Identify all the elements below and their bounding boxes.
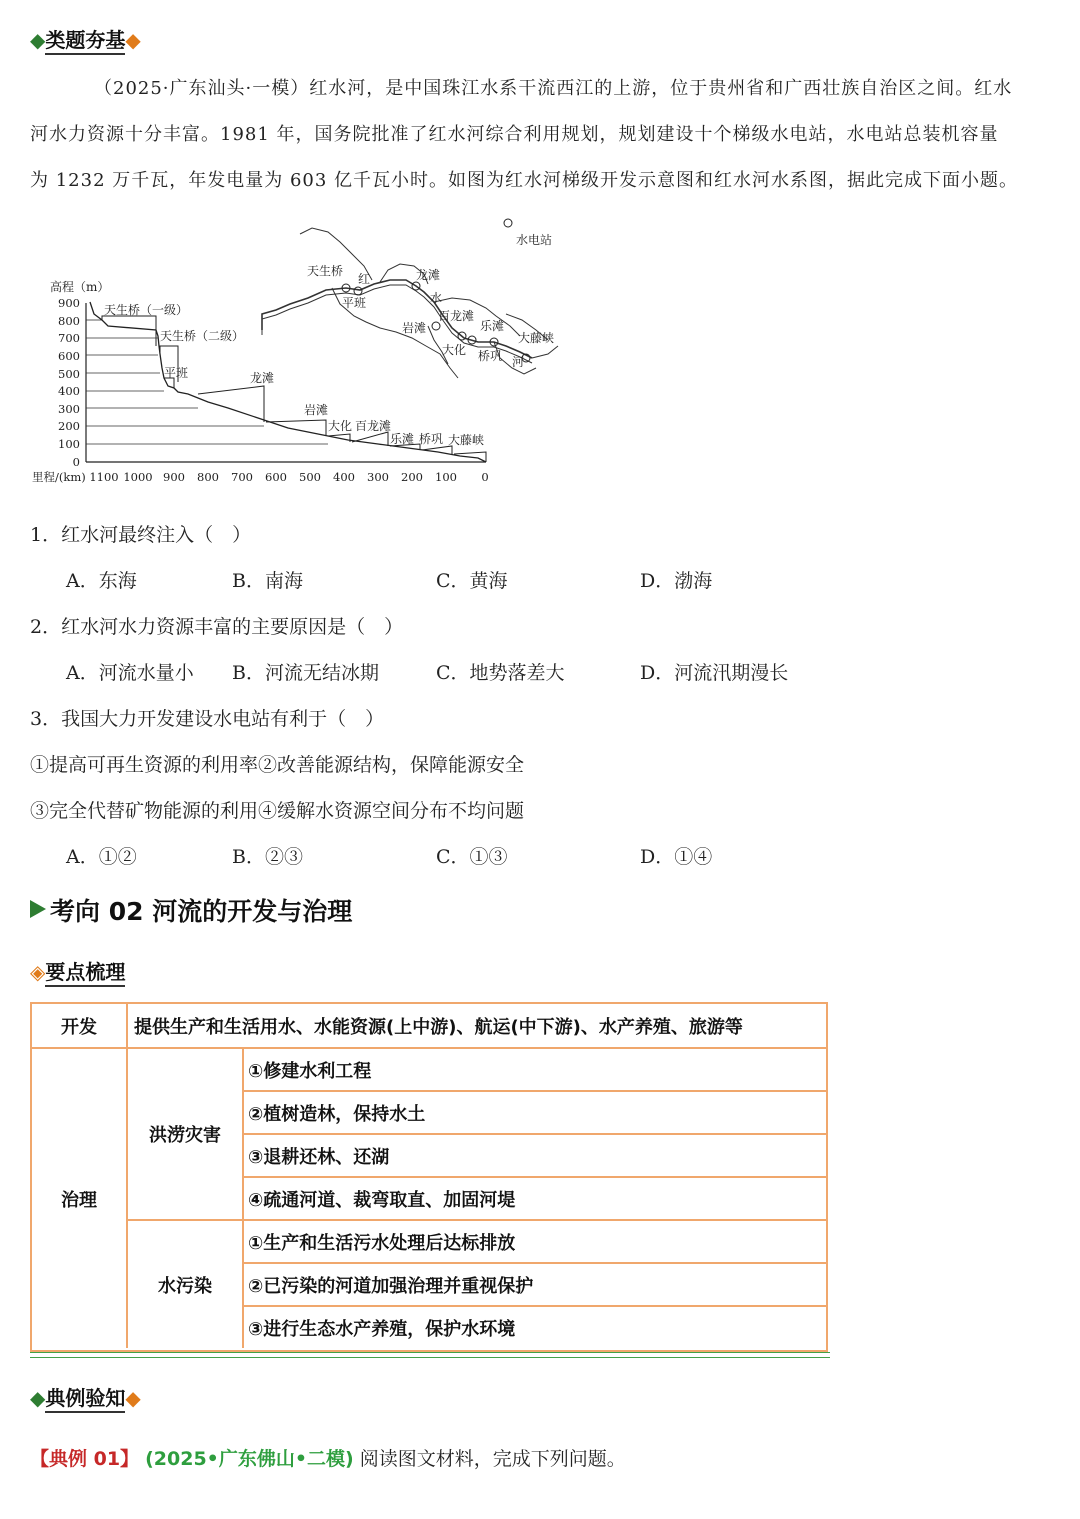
profile-label: 桥巩	[419, 432, 444, 446]
river-system-map	[262, 219, 558, 378]
profile-label: 乐滩	[390, 432, 415, 446]
section-heading-kao-xiang	[30, 892, 352, 928]
question-3-stem: 3．我国大力开发建设水电站有利于（ ）	[30, 708, 385, 730]
diamond-orange-icon: ◈	[30, 960, 46, 984]
x-tick: 0	[481, 470, 489, 484]
section-heading-text: 类题夯基	[45, 28, 125, 55]
map-label: 大化	[442, 343, 467, 357]
map-label: 乐滩	[480, 319, 505, 333]
development-governance-table	[30, 1002, 828, 1352]
x-tick: 1000	[123, 470, 153, 484]
diamond-orange-icon: ◆	[125, 1386, 141, 1410]
map-label: 平班	[342, 296, 367, 310]
x-tick: 300	[367, 470, 389, 484]
y-tick: 300	[58, 402, 80, 416]
map-label: 百龙滩	[438, 309, 475, 323]
q1-option-d: D．渤海	[640, 570, 713, 592]
q2-option-b: B．河流无结冰期	[232, 662, 379, 684]
x-tick: 500	[299, 470, 321, 484]
profile-label: 天生桥（二级）	[160, 329, 245, 343]
map-label: 大藤峡	[518, 331, 555, 345]
map-label: 红	[358, 272, 371, 286]
x-tick: 200	[401, 470, 423, 484]
x-tick: 700	[231, 470, 253, 484]
flood-item: ①修建水利工程	[248, 1060, 372, 1082]
row-label-govern: 治理	[61, 1189, 97, 1211]
section-heading-text: 典例验知	[45, 1386, 125, 1413]
x-tick: 100	[435, 470, 457, 484]
develop-content: 提供生产和生活用水、水能资源(上中游)、航运(中下游)、水产养殖、旅游等	[134, 1016, 743, 1038]
y-tick: 500	[58, 367, 80, 381]
profile-label: 大化	[328, 419, 353, 433]
flood-item: ②植树造林，保持水土	[248, 1103, 426, 1125]
q2-option-c: C．地势落差大	[436, 662, 565, 684]
example-line	[30, 1444, 626, 1471]
y-tick: 400	[58, 384, 80, 398]
y-tick: 700	[58, 331, 80, 345]
profile-chart	[32, 279, 489, 484]
question-2-stem: 2．红水河水力资源丰富的主要原因是（ ）	[30, 616, 404, 638]
q1-option-a: A．东海	[66, 570, 137, 592]
section-heading-yao-dian	[30, 956, 125, 985]
profile-label: 大藤峡	[448, 433, 485, 447]
play-arrow-icon	[30, 900, 46, 918]
flood-item: ④疏通河道、裁弯取直、加固河堤	[248, 1189, 516, 1211]
x-title: 里程/(km)	[32, 470, 86, 484]
q3-statement-1: ①提高可再生资源的利用率②改善能源结构，保障能源安全	[30, 754, 525, 776]
q1-option-b: B．南海	[232, 570, 303, 592]
x-tick: 400	[333, 470, 355, 484]
section-heading-dian-li	[30, 1382, 141, 1411]
q1-option-c: C．黄海	[436, 570, 508, 592]
y-tick: 100	[58, 437, 80, 451]
section-heading-text: 考向 02 河流的开发与治理	[50, 897, 353, 926]
x-tick: 900	[163, 470, 185, 484]
group-flood: 洪涝灾害	[149, 1125, 221, 1146]
profile-label: 天生桥（一级）	[104, 303, 189, 317]
profile-label: 岩滩	[304, 403, 329, 417]
diamond-green-icon: ◆	[30, 28, 46, 52]
x-tick: 1100	[89, 470, 119, 484]
example-source: (2025•广东佛山•二模)	[145, 1448, 354, 1470]
y-tick: 900	[58, 296, 80, 310]
y-tick: 200	[58, 419, 80, 433]
diamond-orange-icon: ◆	[125, 28, 141, 52]
q3-option-b: B．②③	[232, 846, 303, 868]
map-label: 河	[512, 355, 525, 369]
q3-option-d: D．①④	[640, 846, 713, 868]
intro-line-2: 河水力资源十分丰富。1981 年，国务院批准了红水河综合利用规划，规划建设十个梯级水电站，水电站总装机容量	[30, 124, 999, 145]
map-label: 天生桥	[307, 264, 344, 278]
flood-item: ③退耕还林、还湖	[248, 1146, 390, 1168]
pollution-item: ①生产和生活污水处理后达标排放	[248, 1232, 516, 1254]
x-tick: 800	[197, 470, 219, 484]
section-heading-text: 要点梳理	[45, 960, 125, 987]
map-label: 桥巩	[478, 349, 503, 363]
diamond-green-icon: ◆	[30, 1386, 46, 1410]
question-1-stem: 1．红水河最终注入（ ）	[30, 524, 252, 546]
profile-y-title: 高程（m）	[50, 280, 110, 294]
red-river-figure	[28, 218, 568, 493]
x-tick: 600	[265, 470, 287, 484]
profile-label: 百龙滩	[355, 419, 392, 433]
intro-line-3: 为 1232 万千瓦，年发电量为 603 亿千瓦小时。如图为红水河梯级开发示意图和红水河水系图，据此完成下面小题。	[30, 170, 1019, 191]
row-label-develop: 开发	[61, 1016, 97, 1038]
intro-line-1: （2025·广东汕头·一模）红水河，是中国珠江水系干流西江的上游，位于贵州省和广西壮族自治区之间。红水	[94, 78, 1013, 99]
y-tick: 0	[72, 455, 80, 469]
section-heading-lei-ti	[30, 24, 141, 53]
example-tag: 【典例 01】	[30, 1448, 140, 1470]
q2-option-a: A．河流水量小	[66, 662, 194, 684]
example-text: 阅读图文材料，完成下列问题。	[359, 1448, 626, 1470]
y-tick: 800	[58, 314, 80, 328]
profile-label: 龙滩	[250, 371, 275, 385]
group-pollution: 水污染	[158, 1275, 212, 1297]
map-label: 岩滩	[402, 321, 427, 335]
q3-option-c: C．①③	[436, 846, 508, 868]
q3-option-a: A．①②	[66, 846, 137, 868]
map-label: 水	[430, 291, 443, 305]
profile-label: 平班	[164, 366, 189, 380]
q3-statement-2: ③完全代替矿物能源的利用④缓解水资源空间分布不均问题	[30, 800, 525, 822]
map-legend: 水电站	[516, 233, 553, 247]
table-bottom-rule	[30, 1352, 830, 1358]
y-tick: 600	[58, 349, 80, 363]
map-label: 龙滩	[416, 268, 441, 282]
pollution-item: ③进行生态水产养殖，保护水环境	[248, 1318, 516, 1340]
q2-option-d: D．河流汛期漫长	[640, 662, 789, 684]
pollution-item: ②已污染的河道加强治理并重视保护	[248, 1275, 534, 1297]
